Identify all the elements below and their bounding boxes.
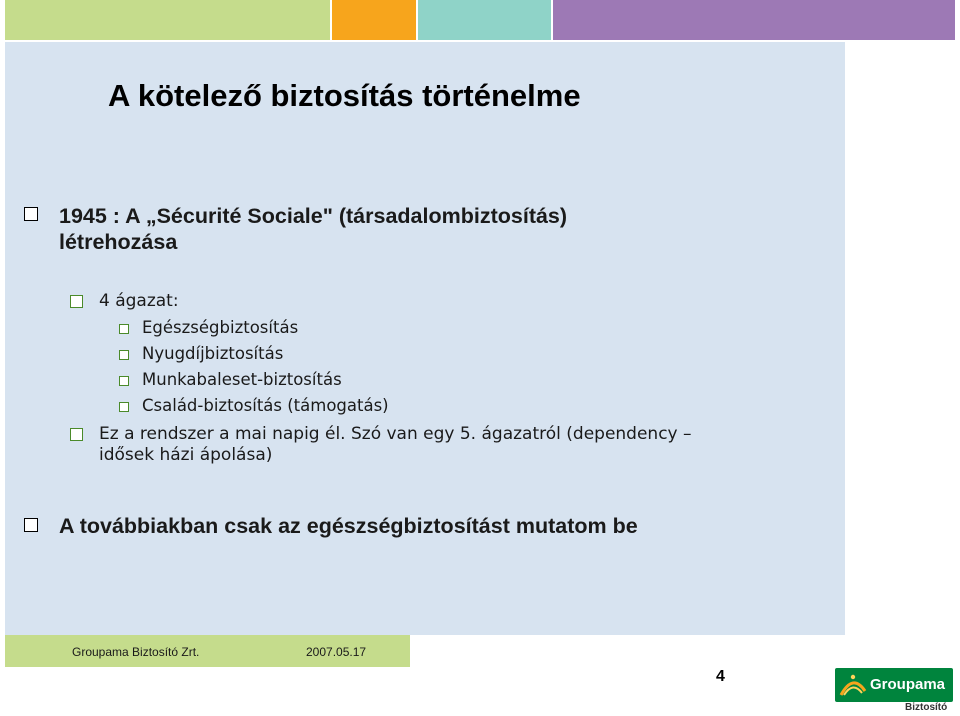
sector-item: Nyugdíjbiztosítás: [142, 344, 284, 363]
checkbox-bullet-icon: [119, 324, 129, 334]
checkbox-bullet-icon: [119, 376, 129, 386]
bullet-1945-line1: 1945 : A „Sécurité Sociale" (társadalombiztosítás): [59, 204, 568, 228]
logo-subtitle: Biztosító: [905, 702, 948, 713]
sub-bullet-sectors: 4 ágazat:: [99, 291, 179, 311]
top-bar-orange: [332, 0, 416, 40]
slide-title: A kötelező biztosítás történelme: [108, 78, 581, 113]
top-bar-purple: [553, 0, 955, 40]
sub-bullet-system-note-line2: idősek házi ápolása): [99, 445, 273, 465]
logo-name: Groupama: [870, 676, 946, 693]
footer-company: Groupama Biztosító Zrt.: [72, 645, 200, 659]
checkbox-bullet-icon: [24, 207, 38, 221]
sector-item: Munkabaleset-biztosítás: [142, 370, 342, 389]
checkbox-bullet-icon: [119, 402, 129, 412]
checkbox-bullet-icon: [70, 295, 83, 308]
sector-item: Egészségbiztosítás: [142, 318, 299, 337]
bullet-health-insurance: A továbbiakban csak az egészségbiztosítást mutatom be: [59, 514, 638, 538]
groupama-wheat-icon: [838, 671, 868, 699]
checkbox-bullet-icon: [70, 428, 83, 441]
sub-bullet-system-note-line1: Ez a rendszer a mai napig él. Szó van egy 5. ágazatról (dependency –: [99, 424, 692, 444]
sector-item: Család-biztosítás (támogatás): [142, 396, 389, 415]
page-number: 4: [716, 668, 725, 685]
checkbox-bullet-icon: [119, 350, 129, 360]
slide-content-panel: [5, 42, 845, 635]
top-bar-green: [5, 0, 330, 40]
checkbox-bullet-icon: [24, 518, 38, 532]
top-bar-teal: [418, 0, 551, 40]
bullet-1945-line2: létrehozása: [59, 230, 178, 254]
footer-date: 2007.05.17: [306, 645, 367, 659]
